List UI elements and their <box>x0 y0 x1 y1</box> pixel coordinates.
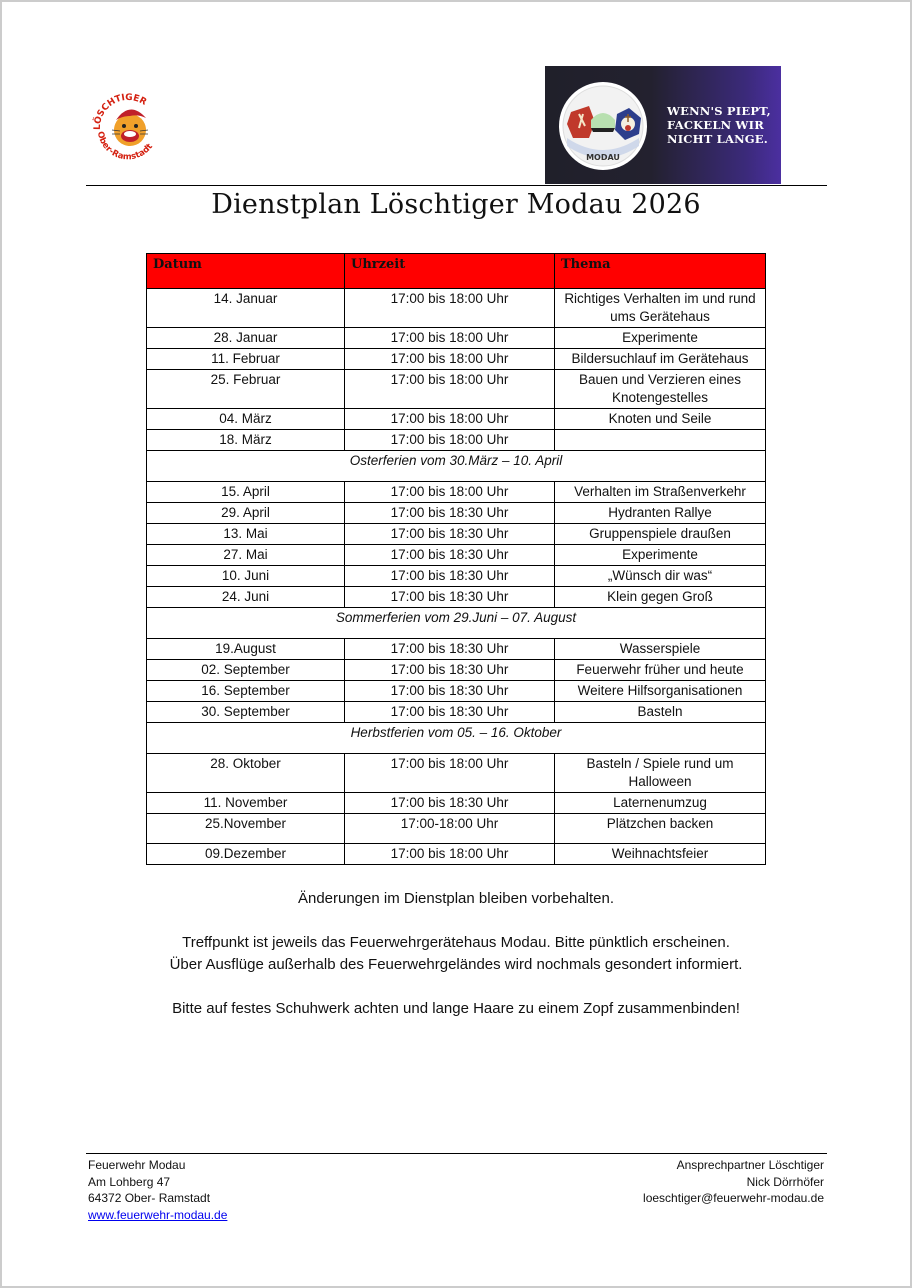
cell-datum: 11. Februar <box>147 349 345 370</box>
website-link[interactable]: www.feuerwehr-modau.de <box>88 1207 228 1222</box>
cell-uhrzeit: 17:00 bis 18:00 Uhr <box>345 482 555 503</box>
table-row <box>147 702 766 723</box>
cell-uhrzeit: 17:00 bis 18:30 Uhr <box>345 545 555 566</box>
table-row <box>147 524 766 545</box>
holiday-label: Sommerferien vom 29.Juni – 07. August <box>147 608 766 639</box>
table-row <box>147 503 766 524</box>
meeting-point-note: Treffpunkt ist jeweils das Feuerwehrgerätehaus Modau. Bitte pünktlich erscheinen. <box>182 934 730 951</box>
svg-text:Ober-Ramstadt: Ober-Ramstadt <box>94 130 156 163</box>
footer-contact <box>643 1157 824 1207</box>
table-row <box>147 370 766 409</box>
footer-contact-name: Nick Dörrhöfer <box>746 1174 824 1189</box>
cell-thema: Basteln <box>555 702 766 723</box>
cell-thema: Knoten und Seile <box>555 409 766 430</box>
cell-datum: 29. April <box>147 503 345 524</box>
cell-datum: 30. September <box>147 702 345 723</box>
loeschtiger-logo <box>88 86 168 166</box>
cell-datum: 13. Mai <box>147 524 345 545</box>
footer-contact-role: Ansprechpartner Löschtiger <box>676 1158 824 1172</box>
cell-datum: 10. Juni <box>147 566 345 587</box>
cell-uhrzeit: 17:00 bis 18:30 Uhr <box>345 503 555 524</box>
footer-contact-email: loeschtiger@feuerwehr-modau.de <box>643 1191 824 1205</box>
cell-thema: Richtiges Verhalten im und rund ums Gerätehaus <box>555 289 766 328</box>
cell-uhrzeit: 17:00 bis 18:00 Uhr <box>345 370 555 409</box>
header-divider <box>86 185 827 186</box>
table-row <box>147 409 766 430</box>
table-row <box>147 430 766 451</box>
footer-city: 64372 Ober- Ramstadt <box>88 1191 211 1205</box>
cell-thema: Plätzchen backen <box>555 814 766 844</box>
banner-slogan <box>667 104 771 146</box>
schedule-table <box>146 253 766 865</box>
slogan-line-3: NICHT LANGE. <box>667 132 768 146</box>
table-row <box>147 660 766 681</box>
cell-thema: Bildersuchlauf im Gerätehaus <box>555 349 766 370</box>
cell-thema: Weihnachtsfeier <box>555 844 766 865</box>
cell-datum: 27. Mai <box>147 545 345 566</box>
cell-datum: 11. November <box>147 793 345 814</box>
cell-uhrzeit: 17:00 bis 18:30 Uhr <box>345 524 555 545</box>
footer-divider <box>86 1153 827 1154</box>
excursions-note: Über Ausflüge außerhalb des Feuerwehrgeländes wird nochmals gesondert informiert. <box>169 956 743 973</box>
cell-datum: 02. September <box>147 660 345 681</box>
cell-thema: „Wünsch dir was“ <box>555 566 766 587</box>
changes-note: Änderungen im Dienstplan bleiben vorbehalten. <box>297 890 615 907</box>
cell-thema: Feuerwehr früher und heute <box>555 660 766 681</box>
cell-uhrzeit: 17:00 bis 18:00 Uhr <box>345 844 555 865</box>
cell-uhrzeit: 17:00 bis 18:00 Uhr <box>345 409 555 430</box>
holiday-row <box>147 723 766 754</box>
column-header-uhrzeit: Uhrzeit <box>345 254 555 289</box>
cell-datum: 09.Dezember <box>147 844 345 865</box>
cell-datum: 18. März <box>147 430 345 451</box>
cell-uhrzeit: 17:00 bis 18:00 Uhr <box>345 430 555 451</box>
cell-thema: Gruppenspiele draußen <box>555 524 766 545</box>
table-row <box>147 793 766 814</box>
footer-address <box>88 1157 227 1223</box>
holiday-row <box>147 451 766 482</box>
table-row <box>147 289 766 328</box>
table-row <box>147 349 766 370</box>
cell-uhrzeit: 17:00-18:00 Uhr <box>345 814 555 844</box>
page-title: Dienstplan Löschtiger Modau 2026 <box>211 189 701 220</box>
cell-datum: 16. September <box>147 681 345 702</box>
feuerwehr-modau-banner <box>545 66 781 184</box>
cell-uhrzeit: 17:00 bis 18:00 Uhr <box>345 289 555 328</box>
cell-thema: Klein gegen Groß <box>555 587 766 608</box>
cell-thema: Bauen und Verzieren eines Knotengestelles <box>555 370 766 409</box>
table-header-row <box>147 254 766 289</box>
cell-uhrzeit: 17:00 bis 18:30 Uhr <box>345 587 555 608</box>
notes-section <box>0 888 912 1020</box>
cell-thema: Experimente <box>555 545 766 566</box>
table-row <box>147 587 766 608</box>
table-row <box>147 681 766 702</box>
cell-thema: Wasserspiele <box>555 639 766 660</box>
cell-datum: 28. Januar <box>147 328 345 349</box>
table-row <box>147 566 766 587</box>
table-row <box>147 545 766 566</box>
table-row <box>147 814 766 844</box>
cell-thema: Basteln / Spiele rund um Halloween <box>555 754 766 793</box>
cell-datum: 15. April <box>147 482 345 503</box>
cell-datum: 14. Januar <box>147 289 345 328</box>
table-row <box>147 482 766 503</box>
holiday-label: Osterferien vom 30.März – 10. April <box>147 451 766 482</box>
cell-thema: Laternenumzug <box>555 793 766 814</box>
footer-street: Am Lohberg 47 <box>88 1174 171 1189</box>
column-header-thema: Thema <box>555 254 766 289</box>
cell-datum: 04. März <box>147 409 345 430</box>
schedule-table-body <box>147 289 766 865</box>
cell-uhrzeit: 17:00 bis 18:30 Uhr <box>345 681 555 702</box>
column-header-datum: Datum <box>147 254 345 289</box>
slogan-line-2: FACKELN WIR <box>667 118 764 132</box>
cell-datum: 25. Februar <box>147 370 345 409</box>
cell-uhrzeit: 17:00 bis 18:00 Uhr <box>345 754 555 793</box>
tiger-icon <box>88 86 168 166</box>
svg-text:MODAU: MODAU <box>586 153 620 162</box>
cell-datum: 24. Juni <box>147 587 345 608</box>
svg-text:LÖSCHTIGER: LÖSCHTIGER <box>92 92 149 131</box>
table-row <box>147 754 766 793</box>
slogan-line-1: WENN'S PIEPT, <box>667 104 771 118</box>
table-row <box>147 639 766 660</box>
cell-thema: Weitere Hilfsorganisationen <box>555 681 766 702</box>
cell-thema <box>555 430 766 451</box>
holiday-label: Herbstferien vom 05. – 16. Oktober <box>147 723 766 754</box>
cell-thema: Experimente <box>555 328 766 349</box>
holiday-row <box>147 608 766 639</box>
cell-uhrzeit: 17:00 bis 18:30 Uhr <box>345 702 555 723</box>
footer-org: Feuerwehr Modau <box>88 1158 186 1172</box>
cell-uhrzeit: 17:00 bis 18:00 Uhr <box>345 328 555 349</box>
cell-thema: Hydranten Rallye <box>555 503 766 524</box>
clothing-note: Bitte auf festes Schuhwerk achten und lange Haare zu einem Zopf zusammenbinden! <box>172 1000 740 1017</box>
cell-uhrzeit: 17:00 bis 18:00 Uhr <box>345 349 555 370</box>
table-row <box>147 844 766 865</box>
cell-datum: 19.August <box>147 639 345 660</box>
modau-badge-icon <box>545 66 663 184</box>
table-row <box>147 328 766 349</box>
cell-datum: 25.November <box>147 814 345 844</box>
cell-datum: 28. Oktober <box>147 754 345 793</box>
cell-thema: Verhalten im Straßenverkehr <box>555 482 766 503</box>
cell-uhrzeit: 17:00 bis 18:30 Uhr <box>345 639 555 660</box>
cell-uhrzeit: 17:00 bis 18:30 Uhr <box>345 566 555 587</box>
cell-uhrzeit: 17:00 bis 18:30 Uhr <box>345 660 555 681</box>
cell-uhrzeit: 17:00 bis 18:30 Uhr <box>345 793 555 814</box>
